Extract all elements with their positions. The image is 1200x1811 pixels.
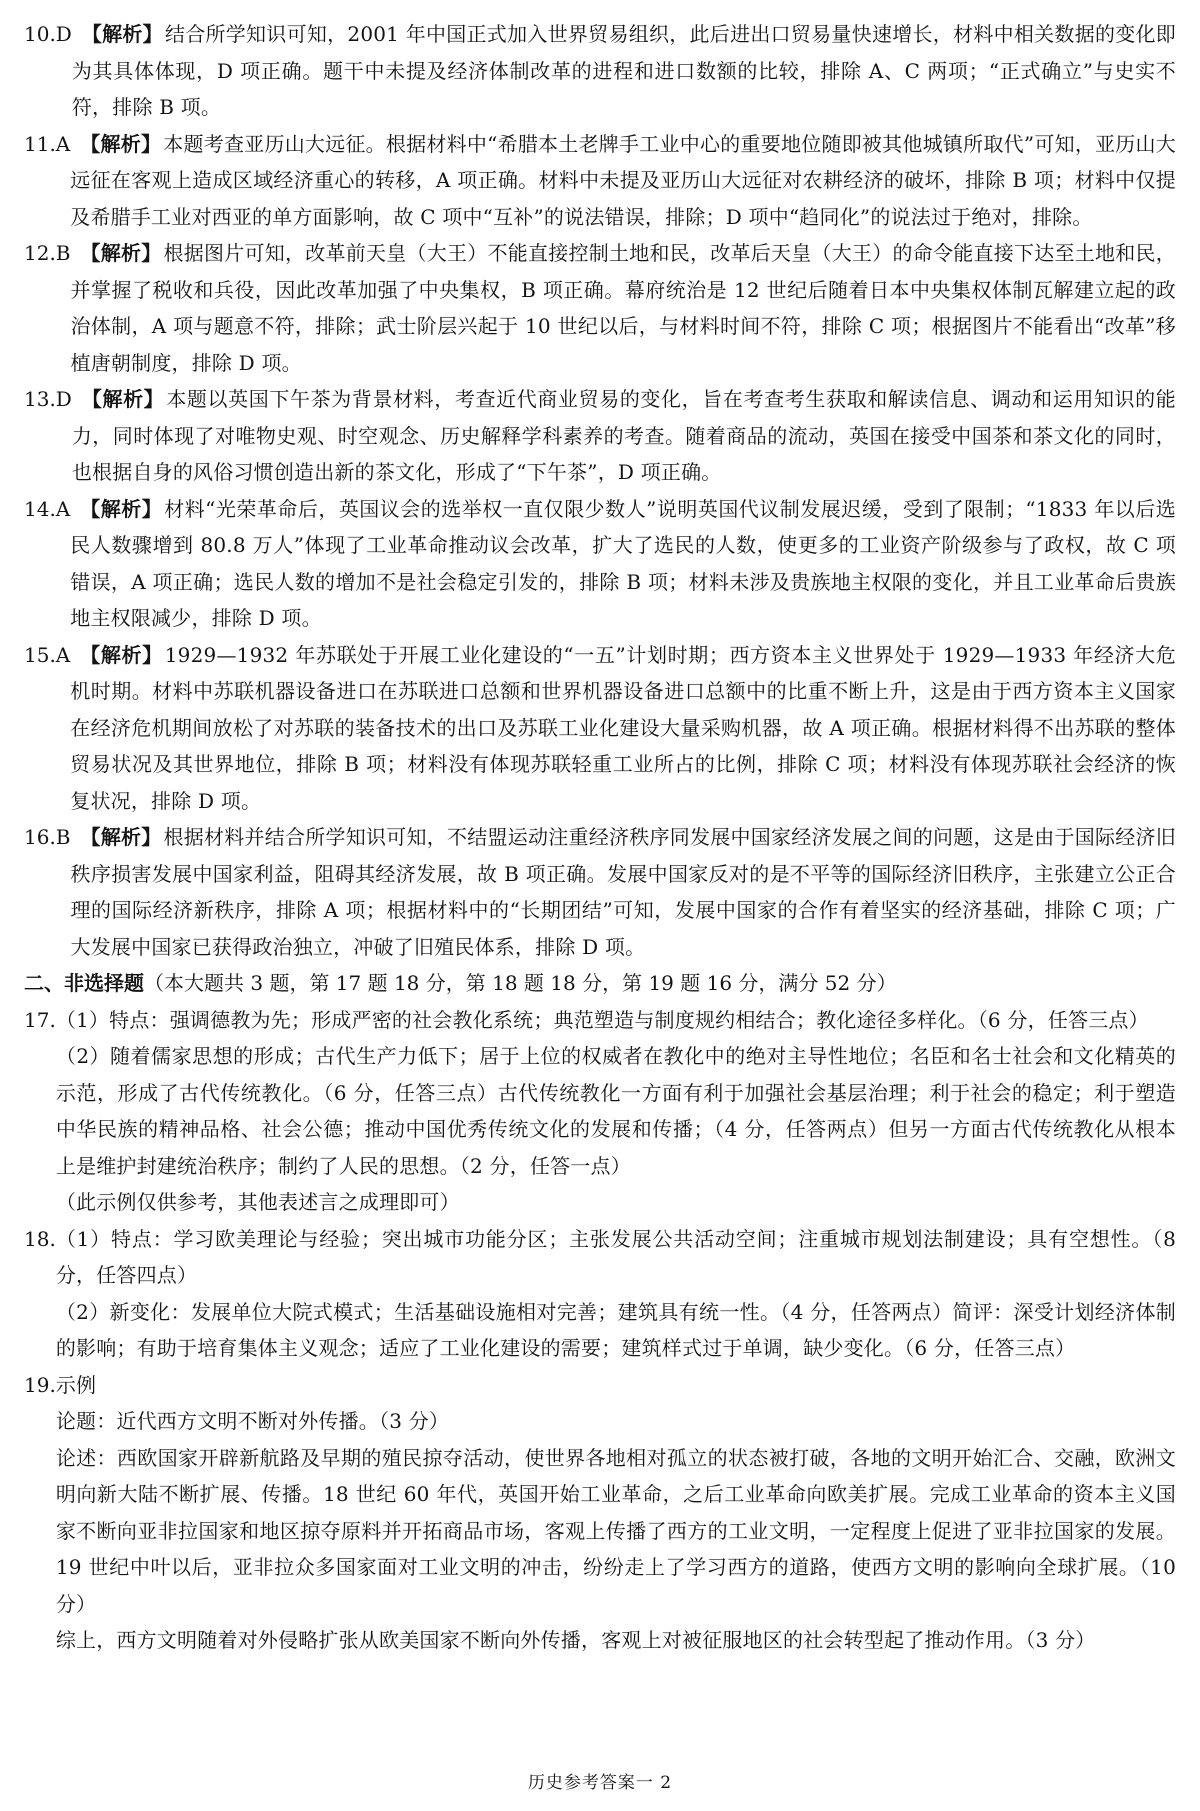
example-label: 示例 — [55, 1372, 97, 1397]
section-heading — [24, 965, 1176, 1002]
answer-item-10 — [24, 16, 1176, 126]
analysis-text: 材料“光荣革命后，英国议会的选举权一直仅限少数人”说明英国代议制发展迟缓，受到了限制；“1833 年以后选民人数骤增到 80.8 万人”体现了工业革命推动议会改革，扩大了选民的人数，使更多的工业资产阶级参与了政权，故 C 项错误，A 项正确；选民人数的增加不是社会稳定引发的，排除 B 项；材料未涉及贵族地主权限的变化，并且工业革命后贵族地主权限减少，排除 D 项。 — [70, 496, 1176, 630]
analysis-tag: 【解析】 — [80, 642, 163, 667]
answer-part-2: （2）随着儒家思想的形成；古代生产力低下；居于上位的权威者在教化中的绝对主导性地位；名臣和名士社会和文化精英的示范，形成了古代传统教化。（6 分，任答三点）古代传统教化一方面有利于加强社会基层治理；利于社会的稳定；利于塑造中华民族的精神品格、社会公德；推动中国优秀传统文化的发展和传播；（4 分，任答两点）但另一方面古代传统教化从根本上是维护封建统治秩序；制约了人民的思想。（2 分，任答一点） — [55, 1044, 1176, 1178]
analysis-tag: 【解析】 — [80, 496, 163, 521]
argument: 论述：西欧国家开辟新航路及早期的殖民掠夺活动，使世界各地相对孤立的状态被打破，各地的文明开始汇合、交融，欧洲文明向新大陆不断扩展、传播。18 世纪 60 年代，英国开始工业革命，之后工业革命向欧美扩展。完成工业革命的资本主义国家不断向亚非拉国家和地区掠夺原料并开拓商品市场，客观上传播了西方的工业文明，一定程度上促进了亚非拉国家的发展。19 世纪中叶以后，亚非拉众多国家面对工业文明的冲击，纷纷走上了学习西方的道路，使西方文明的影响向全球扩展。（10 分） — [55, 1445, 1176, 1616]
analysis-text: 1929—1932 年苏联处于开展工业化建设的“一五”计划时期；西方资本主义世界处于 1929—1933 年经济大危机时期。材料中苏联机器设备进口在苏联进口总额和世界机器设备进口总额中的比重不断上升，这是由于西方资本主义国家在经济危机期间放松了对苏联的装备技术的出口及苏联工业化建设大量采购机器，故 A 项正确。根据材料得不出苏联的整体贸易状况及其世界地位，排除 B 项；材料没有体现苏联轻重工业所占的比例，排除 C 项；材料没有体现苏联社会经济的恢复状况，排除 D 项。 — [70, 642, 1176, 813]
answer-item-14 — [24, 491, 1176, 637]
question-number: 17. — [24, 1007, 56, 1032]
analysis-tag: 【解析】 — [81, 387, 165, 411]
answer-part-1: （1）特点：学习欧美理论与经验；突出城市功能分区；主张发展公共活动空间；注重城市规划法制建设；具有空想性。（8 分，任答四点） — [55, 1226, 1176, 1287]
question-number: 11.A — [24, 131, 71, 156]
analysis-text: 本题考查亚历山大远征。根据材料中“希腊本土老牌手工业中心的重要地位随即被其他城镇所取代”可知，亚历山大远征在客观上造成区域经济重心的转移，A 项正确。材料中未提及亚历山大远征对农耕经济的破坏，排除 B 项；材料中仅提及希腊手工业对西亚的单方面影响，故 C 项中“互补”的说法错误，排除；D 项中“趋同化”的说法过于绝对，排除。 — [70, 131, 1176, 229]
answer-item-17 — [24, 1002, 1176, 1221]
question-number: 12.B — [24, 241, 71, 265]
question-number: 13.D — [24, 387, 72, 411]
section-title: 二、非选择题 — [24, 971, 144, 995]
analysis-text: 本题以英国下午茶为背景材料，考查近代商业贸易的变化，旨在考查考生获取和解读信息、调动和运用知识的能力，同时体现了对唯物史观、时空观念、历史解释学科素养的考查。随着商品的流动，英国在接受中国茶和茶文化的同时，也根据自身的风俗习惯创造出新的茶文化，形成了“下午茶”，D 项正确。 — [71, 387, 1176, 484]
section-note: （本大题共 3 题，第 17 题 18 分，第 18 题 18 分，第 19 题 16 分，满分 52 分） — [144, 971, 897, 995]
answer-part-1: （1）特点：强调德教为先；形成严密的社会教化系统；典范塑造与制度规约相结合；教化途径多样化。（6 分，任答三点） — [55, 1007, 1149, 1032]
answer-note: （此示例仅供参考，其他表述言之成理即可） — [55, 1190, 460, 1214]
analysis-text: 根据材料并结合所学知识可知，不结盟运动注重经济秩序同发展中国家经济发展之间的问题，这是由于国际经济旧秩序损害发展中国家利益，阻碍其经济发展，故 B 项正确。发展中国家反对的是不平等的国际经济旧秩序，主张建立公正合理的国际经济新秩序，排除 A 项；根据材料中的“长期团结”可知，发展中国家的合作有着坚实的经济基础，排除 C 项；广大发展中国家已获得政治独立，冲破了旧殖民体系，排除 D 项。 — [70, 825, 1177, 959]
answer-item-12 — [24, 235, 1176, 381]
analysis-tag: 【解析】 — [81, 22, 163, 46]
answer-item-19 — [24, 1367, 1176, 1659]
analysis-text: 根据图片可知，改革前天皇（大王）不能直接控制土地和民，改革后天皇（大王）的命令能直接下达至土地和民，并掌握了税收和兵役，因此改革加强了中央集权，B 项正确。幕府统治是 12 世纪后随着日本中央集权体制瓦解建立起的政治体制，A 项与题意不符，排除；武士阶层兴起于 10 世纪以后，与材料时间不符，排除 C 项；根据图片不能看出“改革”移植唐朝制度，排除 D 项。 — [70, 241, 1177, 375]
conclusion: 综上，西方文明随着对外侵略扩张从欧美国家不断向外传播，客观上对被征服地区的社会转型起了推动作用。（3 分） — [55, 1628, 1096, 1652]
analysis-text: 结合所学知识可知，2001 年中国正式加入世界贸易组织，此后进出口贸易量快速增长，材料中相关数据的变化即为其具体体现，D 项正确。题干中未提及经济体制改革的进程和进口数额的比较，排除 A、C 两项；“正式确立”与史实不符，排除 B 项。 — [71, 22, 1176, 119]
analysis-tag: 【解析】 — [80, 825, 162, 849]
answer-item-16 — [24, 819, 1176, 965]
answer-item-18 — [24, 1221, 1176, 1367]
analysis-tag: 【解析】 — [80, 131, 162, 156]
question-number: 15.A — [24, 642, 71, 667]
question-number: 18. — [24, 1226, 56, 1251]
analysis-tag: 【解析】 — [80, 241, 162, 265]
answer-item-15 — [24, 637, 1176, 820]
answer-part-2: （2）新变化：发展单位大院式模式；生活基础设施相对完善；建筑具有统一性。（4 分，任答两点）简评：深受计划经济体制的影响；有助于培育集体主义观念；适应了工业化建设的需要；建筑样式过于单调，缺少变化。（6 分，任答三点） — [55, 1299, 1176, 1360]
question-number: 14.A — [24, 496, 71, 521]
answer-item-11 — [24, 126, 1176, 236]
question-number: 19. — [24, 1372, 56, 1397]
question-number: 16.B — [24, 825, 71, 849]
question-number: 10.D — [24, 22, 72, 46]
page-footer: 历史参考答案一 2 — [527, 1773, 673, 1793]
thesis: 论题：近代西方文明不断对外传播。（3 分） — [55, 1409, 450, 1433]
answer-item-13 — [24, 381, 1176, 491]
